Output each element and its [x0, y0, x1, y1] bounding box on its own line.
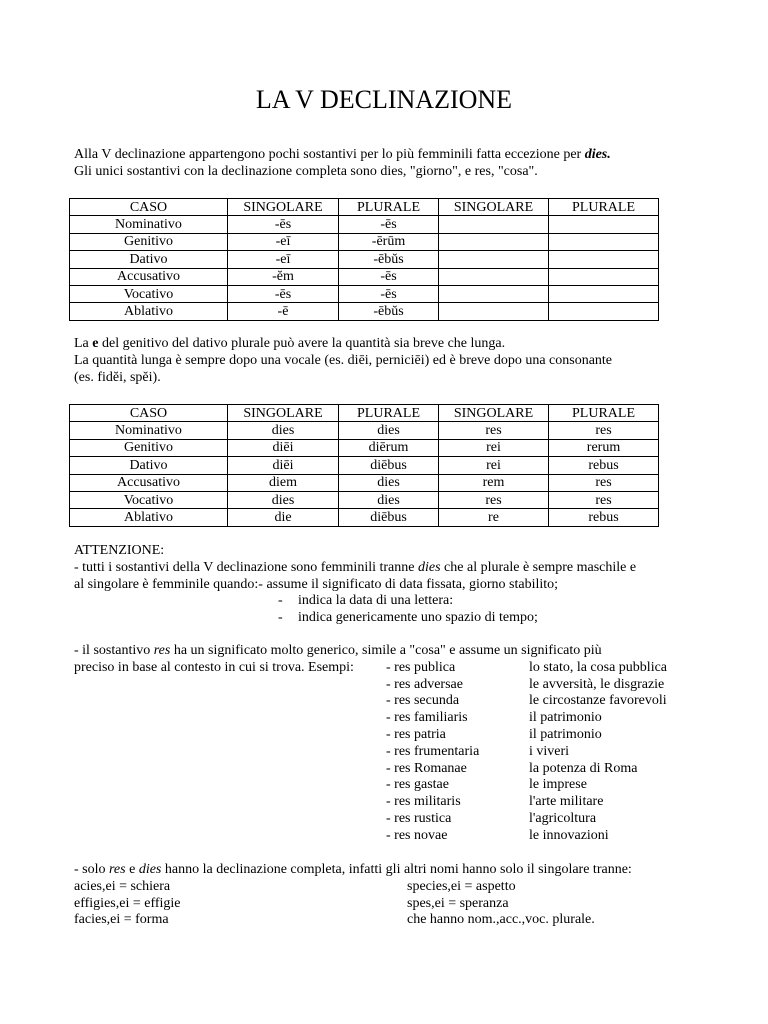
table-cell [439, 251, 549, 268]
table-cell [549, 268, 659, 285]
noun-entry: acies,ei = schiera [74, 878, 171, 894]
text-line [74, 370, 754, 387]
case-cell: Genitivo [70, 439, 228, 456]
case-cell: Nominativo [70, 422, 228, 439]
noun-row [74, 879, 754, 896]
complete-text: - solo [74, 862, 109, 877]
header-cell: PLURALE [549, 405, 659, 422]
quantity-note [74, 336, 754, 386]
intro-paragraph [74, 147, 754, 181]
example-meaning: i viveri [529, 743, 570, 759]
noun-row [74, 896, 754, 913]
table-cell: -ēbŭs [339, 303, 439, 320]
header-cell: CASO [70, 199, 228, 216]
table-cell: -ēs [339, 216, 439, 233]
bullet-text: indica la data di una lettera: [298, 593, 454, 609]
note-text: La quantità lunga è sempre dopo una vocale (es. diēi, perniciēi) ed è breve dopo una consonante [74, 352, 613, 368]
example-meaning: le imprese [529, 777, 587, 793]
example-meaning: l'agricoltura [529, 810, 597, 826]
table-cell: diērum [339, 439, 439, 456]
table-row [70, 509, 659, 526]
table-cell: dies [339, 422, 439, 439]
table-cell: res [439, 422, 549, 439]
example-meaning: l'arte militare [529, 794, 604, 810]
example-term: - res familiaris [386, 710, 468, 726]
endings-table [69, 198, 659, 321]
case-cell: Genitivo [70, 233, 228, 250]
text-line [74, 862, 754, 879]
case-cell: Dativo [70, 457, 228, 474]
table-cell: rem [439, 474, 549, 491]
intro-text: Gli unici sostantivi con la declinazione completa sono dies, "giorno", e res, "cosa". [74, 163, 538, 179]
table-cell: -ēs [228, 216, 339, 233]
table-row [70, 268, 659, 285]
table-cell: die [228, 509, 339, 526]
table-cell: re [439, 509, 549, 526]
case-cell: Nominativo [70, 216, 228, 233]
attention-text: al singolare è femminile quando:- assume il significato di data fissata, giorno stabilito; [74, 576, 559, 592]
table-cell: -ē [228, 303, 339, 320]
table-cell: res [549, 474, 659, 491]
header-cell: CASO [70, 405, 228, 422]
table-row [70, 251, 659, 268]
example-row [74, 777, 754, 794]
noun-row [74, 912, 754, 929]
table-cell: diēbus [339, 509, 439, 526]
table-cell: dies [228, 491, 339, 508]
bold-letter: e [92, 336, 99, 351]
example-meaning: la potenza di Roma [529, 760, 638, 776]
header-cell: SINGOLARE [439, 405, 549, 422]
table-row [70, 474, 659, 491]
table-row [70, 439, 659, 456]
text-line [74, 353, 754, 370]
attention-text: che al plurale è sempre maschile e [440, 559, 637, 575]
example-row [74, 744, 754, 761]
italic-word: dies [138, 862, 162, 877]
example-meaning: il patrimonio [529, 726, 602, 742]
attention-section [74, 543, 754, 627]
table-cell: diem [228, 474, 339, 491]
forms-table [69, 404, 659, 527]
example-term: - res novae [386, 827, 448, 843]
table-cell [439, 233, 549, 250]
table-cell: dies [339, 474, 439, 491]
res-text: - il sostantivo [74, 643, 154, 658]
intro-text: Alla V declinazione appartengono pochi sostantivi per lo più femminili fatta eccezione per [74, 147, 585, 162]
table-cell: dies [228, 422, 339, 439]
table-row [70, 285, 659, 302]
example-term: - res gastae [386, 777, 449, 793]
italic-word: dies [417, 559, 441, 575]
bullet-text: indica genericamente uno spazio di tempo; [298, 610, 538, 626]
text-line [74, 147, 754, 164]
case-cell: Ablativo [70, 509, 228, 526]
page-title: LA V DECLINAZIONE [255, 85, 513, 114]
example-term: - res frumentaria [386, 743, 480, 759]
emphasis-text: dies. [584, 147, 611, 162]
table-cell [549, 216, 659, 233]
table-cell: dies [339, 491, 439, 508]
table-row [70, 233, 659, 250]
text-line [74, 336, 754, 353]
header-cell: PLURALE [339, 405, 439, 422]
text-line [74, 643, 754, 660]
noun-entry: effigies,ei = effigie [74, 895, 181, 911]
text-line [74, 543, 754, 560]
res-text: preciso in base al contesto in cui si trova. Esempi: [74, 659, 354, 675]
table-cell [439, 216, 549, 233]
table-cell: -eī [228, 251, 339, 268]
header-cell: SINGOLARE [228, 405, 339, 422]
note-text: La [74, 336, 93, 351]
table-cell: res [549, 491, 659, 508]
example-term: - res patria [386, 726, 446, 742]
example-row [74, 811, 754, 828]
case-cell: Accusativo [70, 268, 228, 285]
table-row [70, 457, 659, 474]
example-meaning: le avversità, le disgrazie [529, 676, 665, 692]
table-cell: rebus [549, 457, 659, 474]
table-cell [549, 233, 659, 250]
table-cell: diēbus [339, 457, 439, 474]
table-cell [439, 268, 549, 285]
noun-entry: che hanno nom.,acc.,voc. plurale. [407, 912, 595, 928]
case-cell: Ablativo [70, 303, 228, 320]
case-cell: Vocativo [70, 491, 228, 508]
attention-text: - tutti i sostantivi della V declinazione sono femminili tranne [74, 559, 418, 575]
bullet-item [74, 593, 754, 610]
noun-entry: facies,ei = forma [74, 912, 169, 928]
example-term: - res rustica [386, 810, 452, 826]
table-row [70, 216, 659, 233]
example-meaning: lo stato, la cosa pubblica [529, 659, 668, 675]
example-row [74, 727, 754, 744]
table-cell: res [549, 422, 659, 439]
table-cell: -ĕm [228, 268, 339, 285]
table-row [70, 491, 659, 508]
example-row [74, 828, 754, 845]
complete-declension-section [74, 862, 754, 929]
text-line [74, 577, 754, 594]
header-cell: PLURALE [549, 199, 659, 216]
bullet-item [74, 610, 754, 627]
table-cell: diēi [228, 457, 339, 474]
table-cell [549, 285, 659, 302]
table-cell: -ēs [339, 285, 439, 302]
example-row [74, 794, 754, 811]
note-text: del genitivo del dativo plurale può avere la quantità sia breve che lunga. [98, 336, 506, 351]
header-row [70, 199, 659, 216]
res-section [74, 643, 754, 845]
header-row [70, 405, 659, 422]
italic-word: res [109, 862, 126, 877]
table-cell [549, 251, 659, 268]
table-row [70, 303, 659, 320]
example-term: - res Romanae [386, 760, 467, 776]
table-cell: rebus [549, 509, 659, 526]
table-cell: -ērūm [339, 233, 439, 250]
example-term: - res adversae [386, 676, 463, 692]
example-term: - res secunda [386, 693, 460, 709]
noun-entry: spes,ei = speranza [407, 895, 509, 911]
text-line [74, 164, 754, 181]
table-cell: rei [439, 439, 549, 456]
table-cell: -ēbŭs [339, 251, 439, 268]
table-cell: rei [439, 457, 549, 474]
table-cell [549, 303, 659, 320]
complete-text: e [125, 862, 139, 877]
example-row [74, 660, 754, 677]
bullet-marker: - [278, 593, 283, 609]
example-row [74, 677, 754, 694]
table-cell: -ēs [339, 268, 439, 285]
table-cell [439, 285, 549, 302]
table-row [70, 422, 659, 439]
complete-text: hanno la declinazione completa, infatti gli altri nomi hanno solo il singolare tranne: [161, 862, 632, 877]
table-cell: diēi [228, 439, 339, 456]
table-cell: -eī [228, 233, 339, 250]
example-term: - res publica [386, 659, 456, 675]
res-text: ha un significato molto generico, simile a "cosa" e assume un significato più [170, 643, 602, 658]
example-term: - res militaris [386, 794, 461, 810]
example-row [74, 761, 754, 778]
noun-entry: species,ei = aspetto [407, 878, 516, 894]
note-text: (es. fidĕi, spĕi). [74, 369, 161, 385]
example-meaning: le innovazioni [529, 827, 609, 843]
table-cell: rerum [549, 439, 659, 456]
attention-heading: ATTENZIONE: [74, 543, 165, 558]
example-meaning: il patrimonio [529, 710, 602, 726]
text-line [74, 560, 754, 577]
example-row [74, 710, 754, 727]
example-row [74, 693, 754, 710]
italic-word: res [153, 643, 171, 658]
example-meaning: le circostanze favorevoli [529, 693, 667, 709]
case-cell: Accusativo [70, 474, 228, 491]
case-cell: Dativo [70, 251, 228, 268]
header-cell: SINGOLARE [439, 199, 549, 216]
case-cell: Vocativo [70, 285, 228, 302]
header-cell: SINGOLARE [228, 199, 339, 216]
table-cell [439, 303, 549, 320]
table-cell: res [439, 491, 549, 508]
header-cell: PLURALE [339, 199, 439, 216]
table-cell: -ēs [228, 285, 339, 302]
bullet-marker: - [278, 610, 283, 626]
